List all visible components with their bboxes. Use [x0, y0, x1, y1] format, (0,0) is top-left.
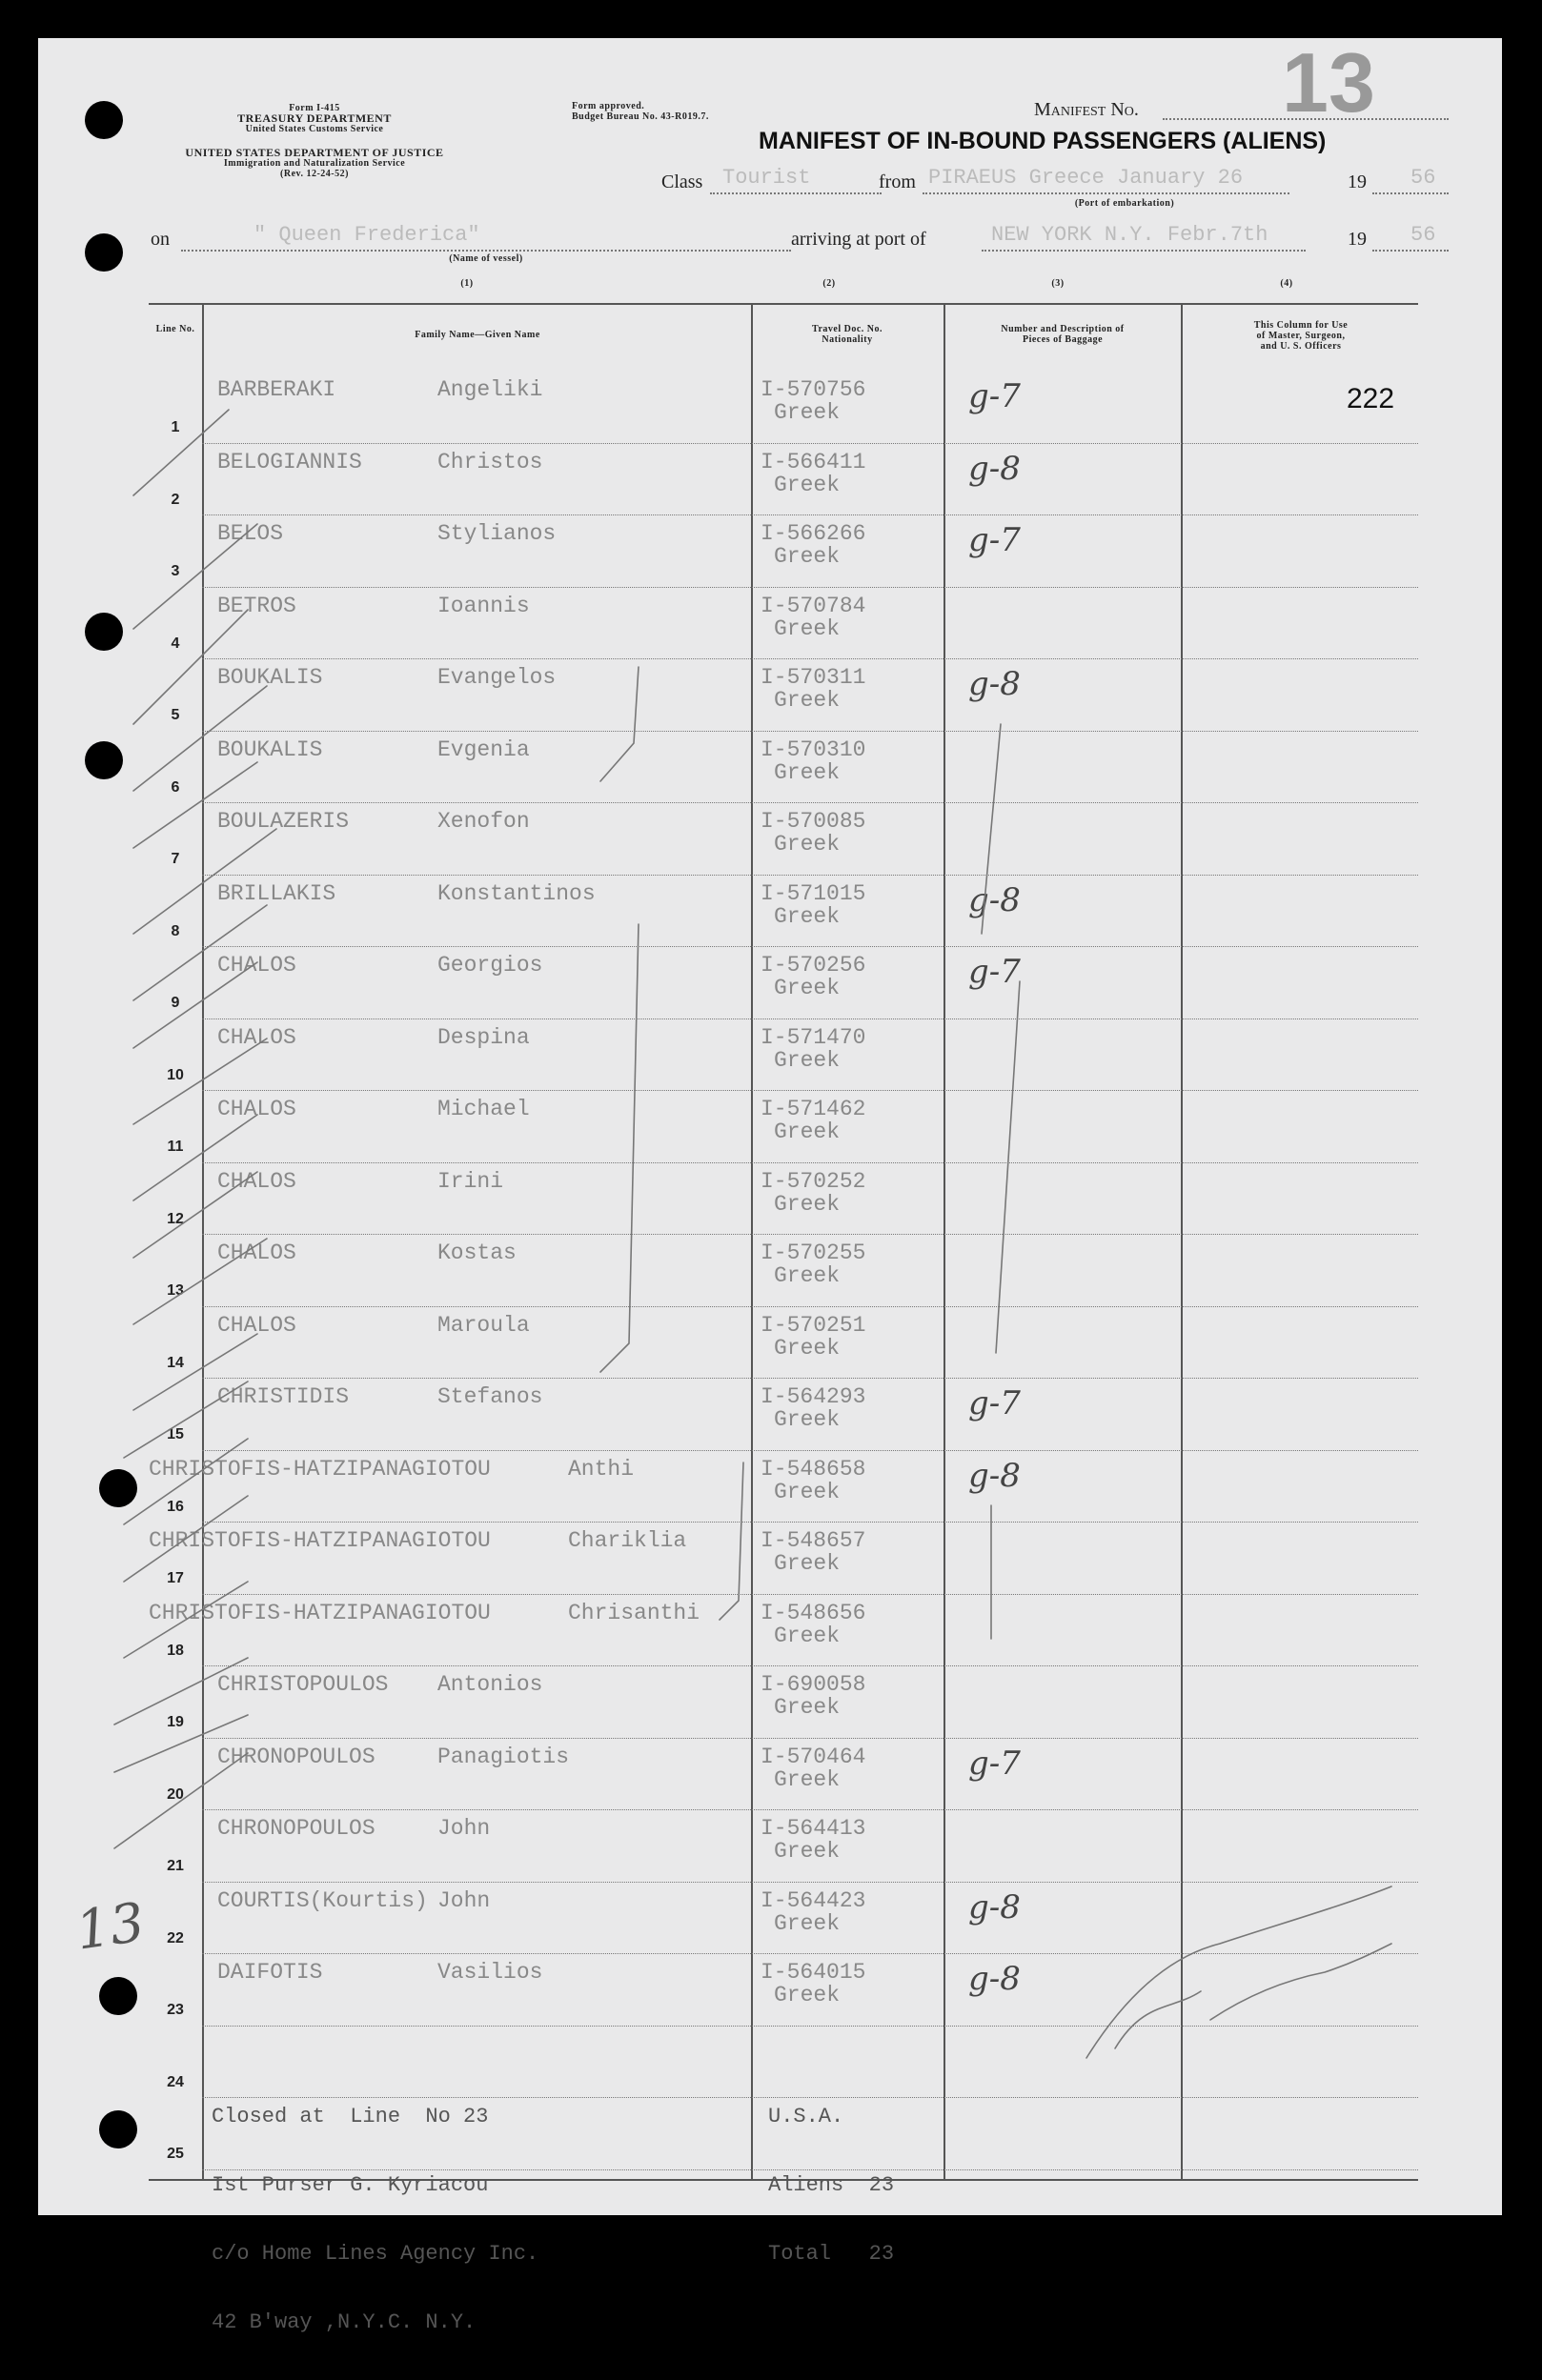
pencil-marks	[38, 38, 1502, 2215]
closing-line-4: 42 B'way ,N.Y.C. N.Y.	[212, 2310, 477, 2334]
family-name: CHALOS	[217, 1312, 296, 1338]
vessel-name: " Queen Frederica"	[254, 223, 480, 247]
family-name: BOUKALIS	[217, 665, 323, 690]
col-header-baggage-2: Pieces of Baggage	[1022, 334, 1104, 345]
on-label: on	[151, 229, 170, 250]
nationality: Greek	[774, 1407, 841, 1432]
given-name: Konstantinos	[437, 880, 596, 906]
family-name: BARBERAKI	[217, 377, 336, 402]
given-name: Stefanos	[437, 1384, 543, 1409]
col-header-travel-doc-1: Travel Doc. No.	[812, 324, 883, 334]
given-name: Panagiotis	[437, 1744, 570, 1769]
given-name: Antonios	[437, 1672, 543, 1697]
travel-doc-number: I-564413	[761, 1816, 866, 1841]
budget-bureau: Budget Bureau No. 43-R019.7.	[572, 111, 709, 122]
family-name: CHALOS	[217, 1097, 296, 1121]
col-header-baggage-1: Number and Description of	[1001, 324, 1125, 334]
closing-total: Total 23	[768, 2242, 895, 2266]
given-name: Vasilios	[437, 1960, 543, 1985]
nationality: Greek	[774, 1695, 841, 1720]
baggage-entry: g-8	[968, 1887, 1021, 1926]
travel-doc-number: I-570256	[761, 953, 866, 978]
travel-doc-number: I-570085	[761, 809, 866, 834]
manifest-page	[38, 35, 1502, 2334]
travel-doc-number: I-566411	[761, 449, 866, 474]
nationality: Greek	[774, 832, 841, 857]
family-name: CHRISTOFIS-HATZIPANAGIOTOU	[149, 1528, 491, 1553]
treasury-dept: TREASURY DEPARTMENT	[237, 111, 392, 125]
travel-doc-number: I-566266	[761, 521, 866, 546]
col-header-use-3: and U. S. Officers	[1260, 341, 1342, 352]
line-number: 14	[167, 1354, 184, 1371]
col-number-4: (4)	[1280, 278, 1293, 289]
nationality: Greek	[774, 400, 841, 425]
nationality: Greek	[774, 759, 841, 785]
family-name: BOULAZERIS	[217, 809, 350, 834]
arriving-year: 56	[1410, 223, 1436, 247]
given-name: Georgios	[437, 953, 543, 978]
class-label: Class	[661, 171, 703, 192]
from-year: 56	[1410, 166, 1436, 190]
given-name: Angeliki	[437, 377, 543, 402]
baggage-entry: g-8	[968, 1960, 1021, 1998]
col-number-2: (2)	[822, 278, 836, 289]
given-name: Stylianos	[437, 521, 557, 546]
line-number: 13	[167, 1282, 184, 1299]
from-label: from	[879, 171, 916, 192]
travel-doc-number: I-570756	[761, 377, 866, 402]
travel-doc-number: I-570310	[761, 736, 866, 762]
closing-aliens: Aliens 23	[768, 2173, 895, 2197]
travel-doc-number: I-548658	[761, 1456, 866, 1482]
col-header-line-no: Line No.	[155, 324, 195, 334]
given-name: Ioannis	[437, 593, 530, 618]
nationality: Greek	[774, 1766, 841, 1792]
line-number: 3	[171, 563, 180, 579]
nationality: Greek	[774, 615, 841, 641]
travel-doc-number: I-571015	[761, 880, 866, 906]
nationality: Greek	[774, 976, 841, 1000]
family-name: CHALOS	[217, 1240, 296, 1265]
given-name: Evangelos	[437, 665, 557, 690]
from-value: PIRAEUS Greece January 26	[928, 166, 1244, 190]
arriving-label: arriving at port of	[791, 229, 926, 250]
closing-line-1: Closed at Line No 23	[212, 2105, 489, 2128]
vessel-caption: (Name of vessel)	[449, 253, 523, 264]
revision-date: (Rev. 12-24-52)	[280, 169, 349, 179]
line-number: 4	[171, 635, 180, 652]
baggage-entry: g-7	[968, 377, 1021, 415]
baggage-entry: g-8	[968, 1456, 1021, 1495]
line-number: 1	[171, 419, 180, 435]
col-number-3: (3)	[1051, 278, 1065, 289]
nationality: Greek	[774, 1839, 841, 1864]
nationality: Greek	[774, 1191, 841, 1217]
given-name: John	[437, 1887, 491, 1913]
family-name: BELOGIANNIS	[217, 449, 362, 474]
given-name: Michael	[437, 1097, 530, 1121]
family-name: CHRONOPOULOS	[217, 1744, 375, 1769]
nationality: Greek	[774, 1047, 841, 1073]
travel-doc-number: I-548656	[761, 1600, 866, 1625]
line-number: 15	[167, 1426, 184, 1442]
family-name: CHRISTOFIS-HATZIPANAGIOTOU	[149, 1600, 491, 1625]
given-name: Chariklia	[568, 1528, 687, 1553]
col-header-name: Family Name—Given Name	[415, 330, 540, 340]
page-title: MANIFEST OF IN-BOUND PASSENGERS (ALIENS)	[759, 128, 1327, 154]
page-number: 13	[1282, 35, 1375, 130]
closing-line-3: c/o Home Lines Agency Inc.	[212, 2242, 539, 2266]
arriving-value: NEW YORK N.Y. Febr.7th	[991, 223, 1268, 247]
nationality: Greek	[774, 688, 841, 713]
line-number: 2	[171, 491, 180, 508]
travel-doc-number: I-570252	[761, 1168, 866, 1194]
line-number: 16	[167, 1498, 184, 1515]
travel-doc-number: I-548657	[761, 1528, 866, 1553]
line-number: 17	[167, 1570, 184, 1586]
margin-note: 13	[71, 1891, 149, 1963]
family-name: COURTIS(Kourtis)	[217, 1887, 428, 1913]
line-number: 8	[171, 922, 180, 939]
nationality: Greek	[774, 1119, 841, 1144]
line-number: 18	[167, 1642, 184, 1659]
line-number: 23	[167, 2002, 184, 2018]
line-number: 20	[167, 1785, 184, 1803]
travel-doc-number: I-570311	[761, 665, 866, 690]
line-number: 25	[167, 2146, 184, 2162]
family-name: CHRISTOPOULOS	[217, 1672, 389, 1697]
nationality: Greek	[774, 1983, 841, 2007]
line-number: 24	[167, 2073, 184, 2090]
form-number: Form I-415	[289, 103, 340, 113]
line-number: 5	[171, 707, 180, 723]
customs-service: United States Customs Service	[245, 124, 384, 134]
family-name: CHRISTOFIS-HATZIPANAGIOTOU	[149, 1456, 491, 1482]
nationality: Greek	[774, 472, 841, 497]
travel-doc-number: I-571462	[761, 1097, 866, 1121]
class-value: Tourist	[722, 166, 811, 190]
baggage-entry: g-7	[968, 1744, 1021, 1783]
given-name: Maroula	[437, 1312, 530, 1338]
line-number: 9	[171, 995, 180, 1011]
line-number: 6	[171, 778, 180, 796]
baggage-entry: g-7	[968, 521, 1021, 559]
travel-doc-number: I-571470	[761, 1024, 866, 1050]
line-number: 12	[167, 1210, 184, 1227]
travel-doc-number: I-564293	[761, 1384, 866, 1409]
nationality: Greek	[774, 544, 841, 569]
closing-usa: U.S.A.	[768, 2105, 844, 2128]
form-approved: Form approved.	[572, 101, 645, 111]
nationality: Greek	[774, 1335, 841, 1361]
col-number-1: (1)	[460, 278, 474, 289]
baggage-entry: g-8	[968, 880, 1021, 919]
line-number: 21	[167, 1858, 184, 1874]
line-number: 11	[167, 1139, 184, 1155]
given-name: Christos	[437, 449, 543, 474]
line-number: 7	[171, 851, 180, 867]
given-name: Kostas	[437, 1240, 517, 1265]
given-name: Xenofon	[437, 809, 530, 834]
travel-doc-number: I-570464	[761, 1744, 866, 1769]
given-name: Chrisanthi	[568, 1600, 700, 1625]
baggage-entry: g-7	[968, 953, 1021, 991]
closing-line-2: Ist Purser G. Kyriacou	[212, 2173, 489, 2197]
given-name: Irini	[437, 1168, 504, 1194]
line-number: 19	[167, 1714, 184, 1730]
ins-service: Immigration and Naturalization Service	[223, 158, 406, 169]
col-header-use-1: This Column for Use	[1253, 320, 1349, 331]
family-name: CHALOS	[217, 1024, 296, 1050]
family-name: CHALOS	[217, 1168, 296, 1194]
line-number: 10	[167, 1066, 184, 1083]
travel-doc-number: I-570251	[761, 1312, 866, 1338]
given-name: Despina	[437, 1024, 530, 1050]
family-name: CHRISTIDIS	[217, 1384, 350, 1409]
family-name: CHALOS	[217, 953, 296, 978]
officer-use-entry: 222	[1347, 383, 1395, 414]
line-number: 22	[167, 1929, 184, 1946]
nationality: Greek	[774, 1623, 841, 1648]
port-embarkation-caption: (Port of embarkation)	[1074, 198, 1175, 209]
baggage-entry: g-7	[968, 1384, 1021, 1422]
from-year-prefix: 19	[1348, 171, 1367, 192]
travel-doc-number: I-564423	[761, 1887, 866, 1913]
nationality: Greek	[774, 903, 841, 929]
nationality: Greek	[774, 1263, 841, 1288]
col-header-travel-doc-2: Nationality	[822, 334, 873, 345]
nationality: Greek	[774, 1910, 841, 1936]
baggage-entry: g-8	[968, 449, 1021, 488]
family-name: CHRONOPOULOS	[217, 1816, 375, 1841]
travel-doc-number: I-564015	[761, 1960, 866, 1985]
given-name: Anthi	[568, 1456, 635, 1482]
travel-doc-number: I-570784	[761, 593, 866, 618]
baggage-entry: g-8	[968, 665, 1021, 703]
family-name: BELOS	[217, 521, 284, 546]
family-name: DAIFOTIS	[217, 1960, 323, 1985]
nationality: Greek	[774, 1479, 841, 1504]
travel-doc-number: I-570255	[761, 1240, 866, 1265]
family-name: BOUKALIS	[217, 736, 323, 762]
justice-dept: UNITED STATES DEPARTMENT OF JUSTICE	[185, 146, 444, 159]
nationality: Greek	[774, 1551, 841, 1576]
family-name: BRILLAKIS	[217, 880, 336, 906]
family-name: BETROS	[217, 593, 296, 618]
col-header-use-2: of Master, Surgeon,	[1256, 331, 1346, 341]
given-name: John	[437, 1816, 491, 1841]
manifest-no-label: Manifest No.	[1034, 99, 1139, 120]
arriving-year-prefix: 19	[1348, 229, 1367, 250]
given-name: Evgenia	[437, 736, 530, 762]
travel-doc-number: I-690058	[761, 1672, 866, 1697]
